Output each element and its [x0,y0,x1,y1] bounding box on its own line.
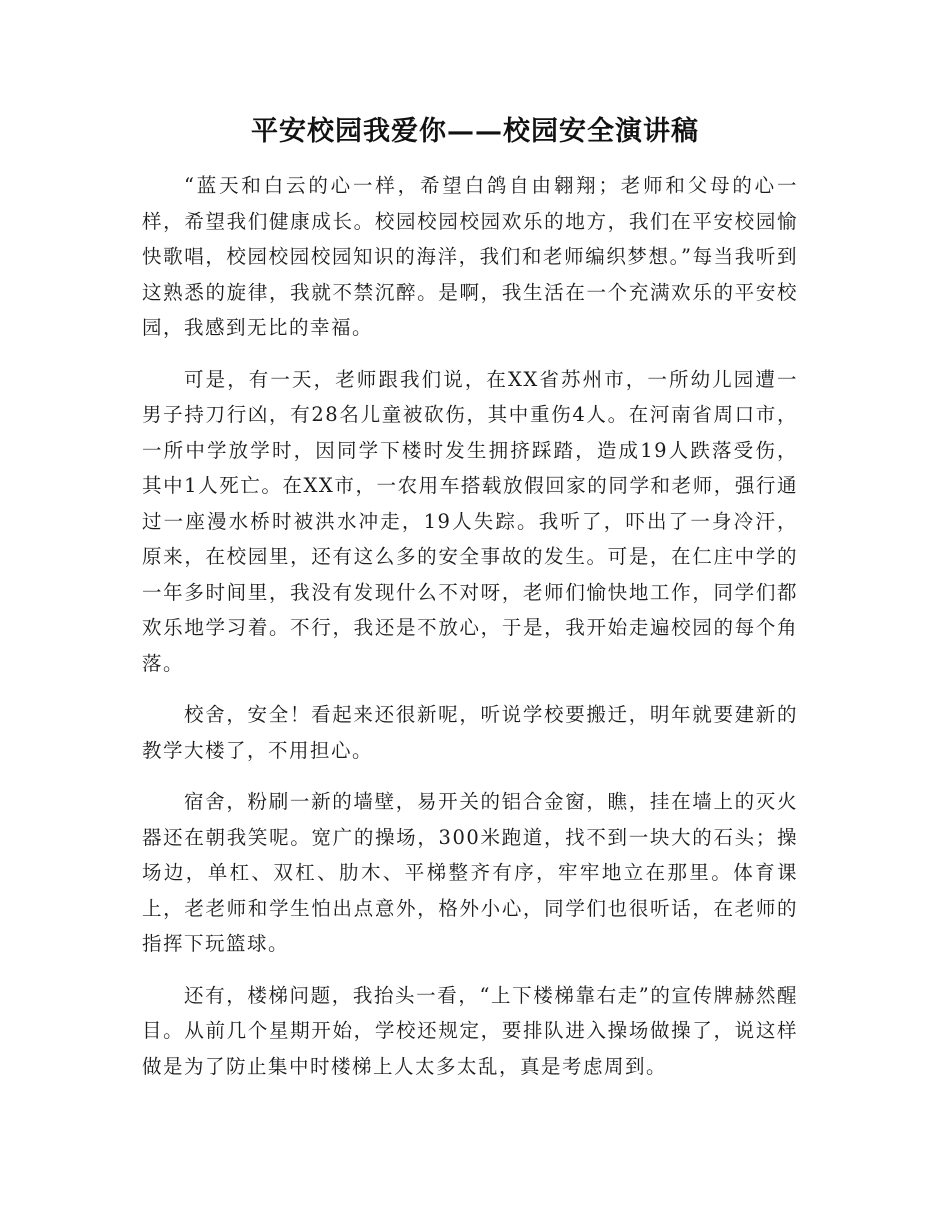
paragraph-3: 校舍，安全！看起来还很新呢，听说学校要搬迁，明年就要建新的教学大楼了，不用担心。 [142,703,798,762]
paragraph-2: 可是，有一天，老师跟我们说，在XX省苏州市，一所幼儿园遭一男子持刀行凶，有28名儿童被砍伤，其中重伤4人。在河南省周口市，一所中学放学时，因同学下楼时发生拥挤踩踏，造成19人跌落受伤，其中1人死亡。在XX市，一农用车搭载放假回家的同学和老师，强行通过一座漫水桥时被洪水冲走，19人失踪。我听了，吓出了一身冷汗，原来，在校园里，还有这么多的安全事故的发生。可是，在仁庄中学的一年多时间里，我没有发现什么不对呀，老师们愉快地工作，同学们都欢乐地学习着。不行，我还是不放心，于是，我开始走遍校园的每个角落。 [142,367,798,675]
paragraph-1: “蓝天和白云的心一样，希望白鸽自由翱翔；老师和父母的心一样，希望我们健康成长。校园校园校园欢乐的地方，我们在平安校园愉快歌唱，校园校园校园知识的海洋，我们和老师编织梦想。”每当我听到这熟悉的旋律，我就不禁沉醉。是啊，我生活在一个充满欢乐的平安校园，我感到无比的幸福。 [142,174,798,339]
document-title: 平安校园我爱你——校园安全演讲稿 [251,116,699,147]
document-body [142,168,798,1100]
paragraph-5: 还有，楼梯问题，我抬头一看，“上下楼梯靠右走”的宣传牌赫然醒目。从前几个星期开始，学校还规定，要排队进入操场做操了，说这样做是为了防止集中时楼梯上人太多太乱，真是考虑周到。 [142,983,798,1078]
paragraph-4: 宿舍，粉刷一新的墙壁，易开关的铝合金窗，瞧，挂在墙上的灭火器还在朝我笑呢。宽广的操场，300米跑道，找不到一块大的石头；操场边，单杠、双杠、肋木、平梯整齐有序，牢牢地立在那里。体育课上，老老师和学生怕出点意外，格外小心，同学们也很听话，在老师的指挥下玩篮球。 [142,790,798,955]
